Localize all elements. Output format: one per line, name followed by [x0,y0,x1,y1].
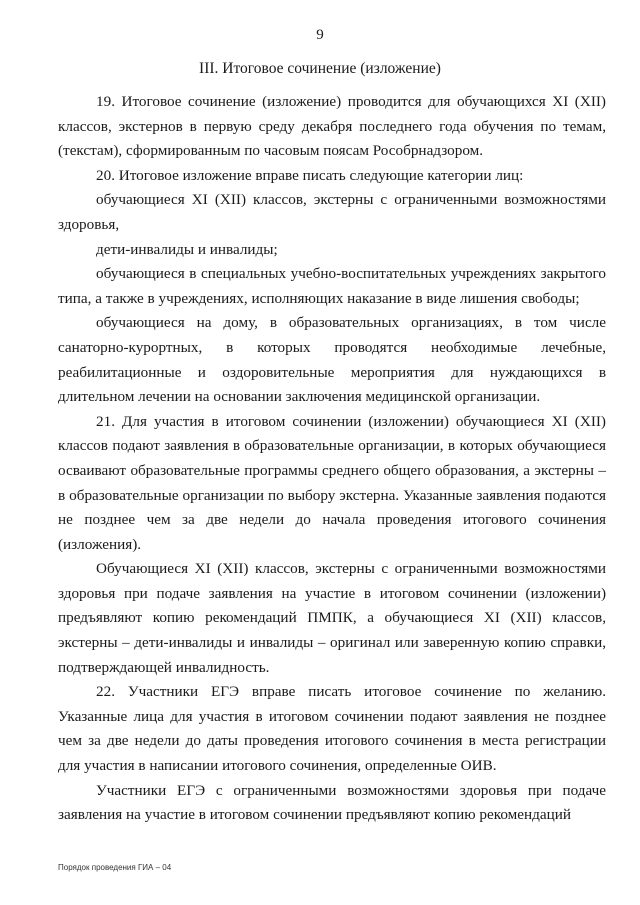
list-item-category-home-study: обучающиеся на дому, в образовательных организациях, в том числе санаторно-курортных, в которых проводятся необходимые лечебные, реабилитационные и оздоровительные мероприятия для нуждающихся в длительном лечении на основании заключения медицинской организации. [58,314,606,406]
paragraph-21-hia: Обучающиеся XI (XII) классов, экстерны с ограниченными возможностями здоровья при подаче заявления на участие в итоговом сочинении (изложении) предъявляют копию рекомендаций ПМПК, а обучающиеся XI (XII) классов, экстерны – дети-инвалиды и инвалиды – оригинал или заверенную копию справки, подтверждающей инвалидность. [58,560,606,676]
document-footer: Порядок проведения ГИА – 04 [58,863,172,872]
paragraph-22: 22. Участники ЕГЭ вправе писать итоговое сочинение по желанию. Указанные лица для участия в итоговом сочинении подают заявления не позднее чем за две недели до даты проведения итогового сочинения в места регистрации для участия в написании итогового сочинения, определенные ОИВ. [58,683,606,775]
page-number: 9 [316,27,324,43]
list-item-category-disabled: дети-инвалиды и инвалиды; [96,240,278,258]
list-item-category-closed-institutions: обучающиеся в специальных учебно-воспитательных учреждениях закрытого типа, а также в учреждениях, исполняющих наказание в виде лишения свободы; [58,265,606,307]
document-body [58,90,606,828]
paragraph-20: 20. Итоговое изложение вправе писать следующие категории лиц: [96,166,524,184]
list-item-category-hia: обучающиеся XI (XII) классов, экстерны с ограниченными возможностями здоровья, [58,191,606,233]
paragraph-19: 19. Итоговое сочинение (изложение) проводится для обучающихся XI (XII) классов, экстернов в первую среду декабря последнего года обучения по темам, (текстам), сформированным по часовым поясам Рособрнадзором. [58,93,606,160]
section-title: III. Итоговое сочинение (изложение) [199,60,441,77]
paragraph-21: 21. Для участия в итоговом сочинении (изложении) обучающиеся XI (XII) классов подают заявления в образовательные организации, в которых обучающиеся осваивают образовательные программы среднего общего образования, а экстерны – в образовательные организации по выбору экстерна. Указанные заявления подаются не позднее чем за две недели до начала проведения итогового сочинения (изложения). [58,412,606,553]
paragraph-22-hia: Участники ЕГЭ с ограниченными возможностями здоровья при подаче заявления на участие в итоговом сочинении предъявляют копию рекомендаций [58,781,606,824]
